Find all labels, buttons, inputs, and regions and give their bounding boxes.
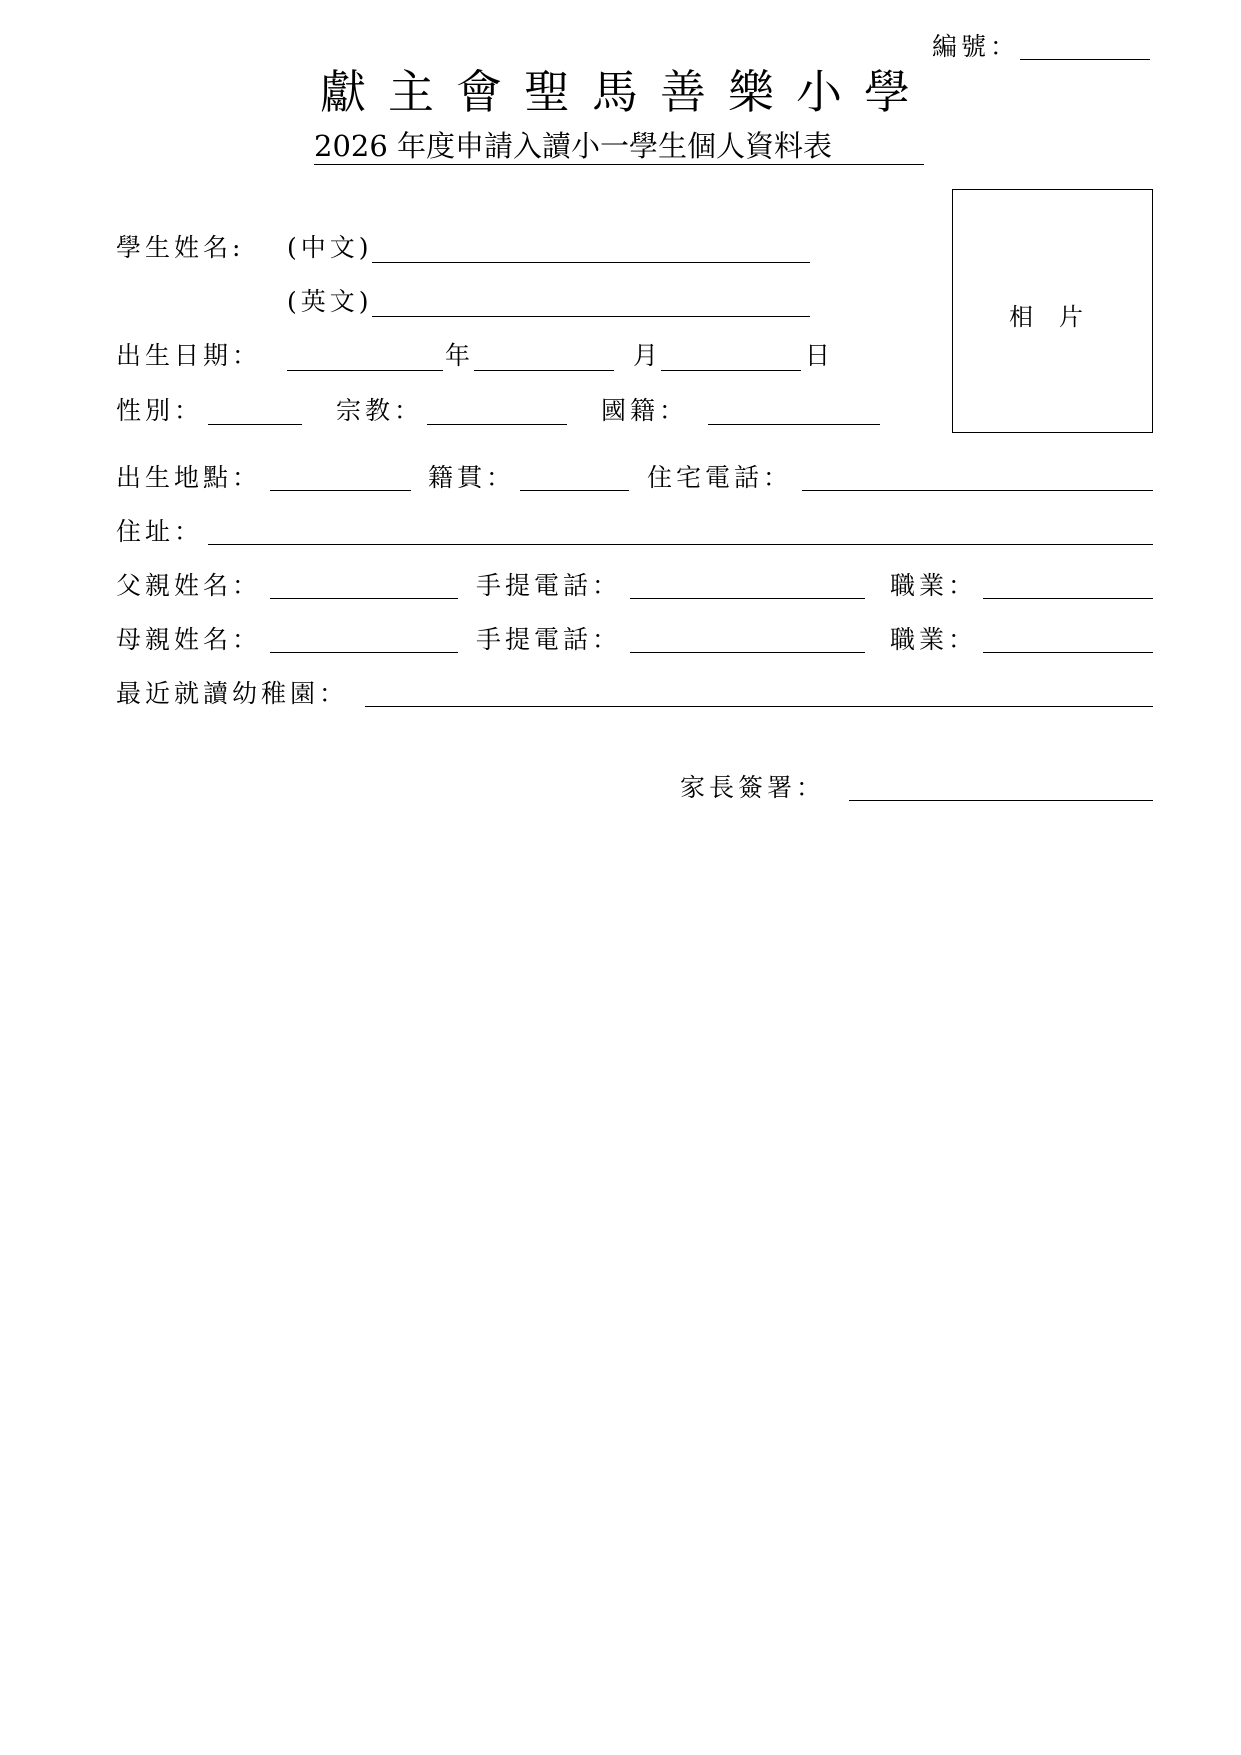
nationality-field[interactable] <box>708 424 880 425</box>
mother-occupation-field[interactable] <box>983 652 1153 653</box>
form-title-underline <box>314 164 924 165</box>
birthplace-label: 出生地點： <box>116 463 262 492</box>
religion-field[interactable] <box>427 424 567 425</box>
mother-mobile-label: 手提電話： <box>476 625 622 654</box>
nationality-label: 國籍： <box>601 396 689 425</box>
dob-day-field[interactable] <box>661 370 801 371</box>
birthplace-field[interactable] <box>270 490 411 491</box>
day-label: 日 <box>805 341 835 370</box>
chinese-name-field[interactable] <box>372 262 810 263</box>
english-name-label: (英文) <box>287 287 373 316</box>
gender-field[interactable] <box>208 424 302 425</box>
father-occupation-field[interactable] <box>983 598 1153 599</box>
school-name: 獻主會聖馬善樂小學 <box>320 65 932 119</box>
gender-label: 性別： <box>116 396 204 425</box>
english-name-field[interactable] <box>372 316 810 317</box>
father-mobile-field[interactable] <box>630 598 865 599</box>
parent-signature-label: 家長簽署： <box>680 773 826 802</box>
month-label: 月 <box>633 341 663 370</box>
dob-month-field[interactable] <box>474 370 614 371</box>
father-occupation-label: 職業： <box>890 571 978 600</box>
address-field[interactable] <box>208 544 1153 545</box>
religion-label: 宗教： <box>336 396 424 425</box>
mother-name-label: 母親姓名： <box>116 625 262 654</box>
mother-mobile-field[interactable] <box>630 652 865 653</box>
father-mobile-label: 手提電話： <box>476 571 622 600</box>
native-place-label: 籍貫： <box>428 463 516 492</box>
father-name-field[interactable] <box>270 598 458 599</box>
form-title: 2026 年度申請入讀小一學生個人資料表 <box>314 129 833 163</box>
address-label: 住址： <box>116 517 204 546</box>
chinese-name-label: (中文) <box>287 233 373 262</box>
photo-box[interactable] <box>952 189 1153 433</box>
dob-year-field[interactable] <box>287 370 443 371</box>
kindergarten-label: 最近就讀幼稚園： <box>116 679 349 708</box>
parent-signature-field[interactable] <box>849 800 1153 801</box>
mother-name-field[interactable] <box>270 652 458 653</box>
serial-number-field[interactable] <box>1020 59 1150 60</box>
kindergarten-field[interactable] <box>365 706 1153 707</box>
native-place-field[interactable] <box>520 490 629 491</box>
serial-number-label: 編號： <box>932 32 1020 61</box>
student-name-label: 學生姓名: <box>116 233 245 262</box>
home-phone-field[interactable] <box>802 490 1153 491</box>
photo-label: 相片 <box>1009 303 1109 331</box>
dob-label: 出生日期： <box>116 341 262 370</box>
father-name-label: 父親姓名： <box>116 571 262 600</box>
mother-occupation-label: 職業： <box>890 625 978 654</box>
year-label: 年 <box>445 341 475 370</box>
home-phone-label: 住宅電話： <box>647 463 793 492</box>
